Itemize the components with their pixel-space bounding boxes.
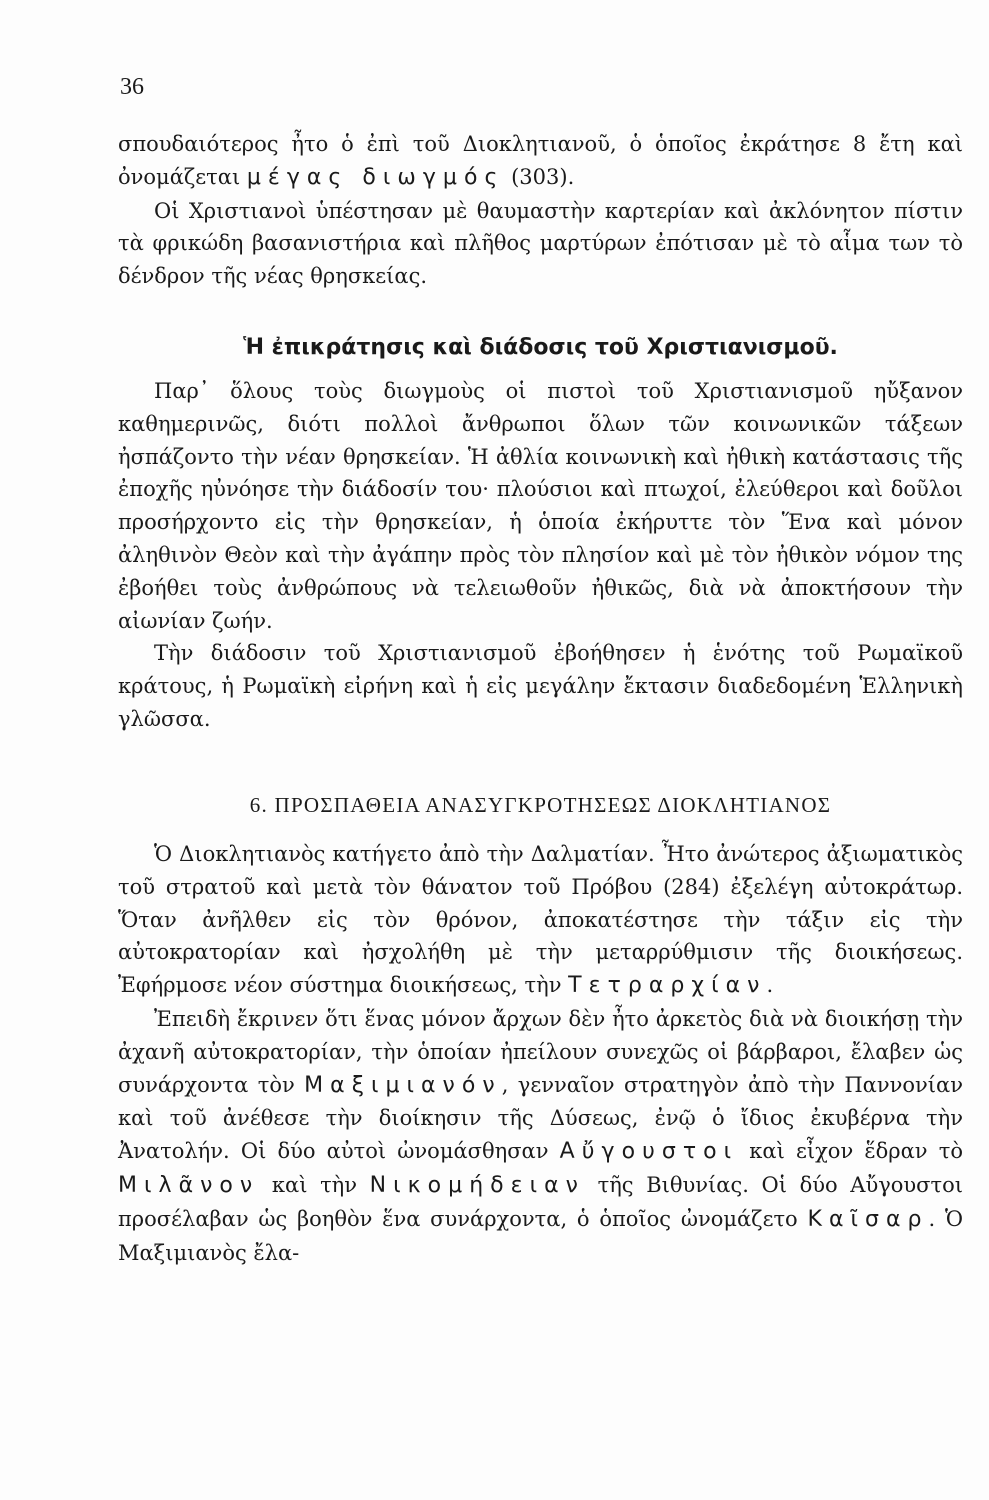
spaced-term: Καῖσαρ: [807, 1206, 929, 1232]
paragraph: [118, 128, 963, 195]
text-span: καὶ εἶχον ἕδραν τὸ: [738, 1139, 963, 1164]
text-span: καὶ τὴν: [259, 1172, 370, 1197]
section-persecutions: [118, 128, 963, 293]
spaced-term: Τετραρχίαν: [568, 973, 767, 999]
text-span: Ὁ Διοκλητιανὸς κατήγετο ἀπὸ τὴν Δαλματίαν. Ἦτο ἀνώτερος ἀξιωματικὸς τοῦ στρατοῦ καὶ μετὰ τὸν θάνατον τοῦ Πρόβου (284) ἐξελέγη αὐτοκράτωρ. Ὅταν ἀνῆλθεν εἰς τὸν θρόνον, ἀποκατέστησε τὴν τάξιν εἰς τὴν αὐτοκρατορίαν καὶ ἠσχολήθη μὲ τὴν μεταρρύθμισιν τῆς διοικήσεως. Ἐφήρμοσε νέον σύστημα διοικήσεως, τὴν: [118, 842, 963, 998]
section-heading: Ἡ ἐπικράτησις καὶ διάδοσις τοῦ Χριστιανισμοῦ.: [243, 335, 838, 360]
spaced-term: Μιλᾶνον: [118, 1172, 260, 1198]
paragraph: [118, 838, 963, 1003]
text-span: σπουδαιότερος ἦτο ὁ ἐπὶ τοῦ Διοκλητιανοῦ, ὁ ὁποῖος ἐκράτησε 8 ἔτη καὶ ὀνομάζεται: [118, 132, 963, 189]
paragraph: [118, 1003, 963, 1269]
spaced-term: Μαξιμιανόν: [304, 1072, 502, 1098]
paragraph: Παρ᾽ ὅλους τοὺς διωγμοὺς οἱ πιστοὶ τοῦ Χριστιανισμοῦ ηὔξανον καθημερινῶς, διότι πολλοὶ ἄνθρωποι ὅλων τῶν κοινωνικῶν τάξεων ἠσπάζοντο τὴν νέαν θρησκείαν. Ἡ ἀθλία κοινωνικὴ καὶ ἠθικὴ κατάστασις τῆς ἐποχῆς ηὐνόησε τὴν διάδοσίν του· πλούσιοι καὶ πτωχοί, ἐλεύθεροι καὶ δοῦλοι προσήρχοντο εἰς τὴν θρησκείαν, ἡ ὁποία ἐκήρυττε τὸν Ἕνα καὶ μόνον ἀληθινὸν Θεὸν καὶ τὴν ἀγάπην πρὸς τὸν πλησίον καὶ μὲ τὸν ἠθικὸν νόμον της ἐβοήθει τοὺς ἀνθρώπους νὰ τελειωθοῦν ἠθικῶς, διὰ νὰ ἀποκτήσουν τὴν αἰωνίαν ζωήν.: [118, 379, 963, 633]
page-number: 36: [120, 74, 144, 100]
chapter-heading: 6. ΠΡΟΣΠΑΘΕΙΑ ΑΝΑΣΥΓΚΡΟΤΗΣΕΩΣ ΔΙΟΚΛΗΤΙΑΝΟΣ: [249, 793, 832, 817]
text-span: (303).: [504, 164, 575, 189]
spaced-term: Νικομήδειαν: [369, 1172, 585, 1198]
text-span: , γενναῖον στρατηγὸν ἀπὸ τὴν Παννονίαν καὶ τοῦ ἀνέθεσε τὴν διοίκησιν τῆς Δύσεως, ἐνῷ ὁ ἴδιος ἐκυβέρνα τὴν Ἀνατολήν. Οἱ δύο αὐτοὶ ὠνομάσθησαν: [118, 1072, 963, 1164]
section-spread-of-christianity: [118, 375, 963, 736]
paragraph: Οἱ Χριστιανοὶ ὑπέστησαν μὲ θαυμαστὴν καρτερίαν καὶ ἀκλόνητον πίστιν τὰ φρικώδη βασανιστήρια καὶ πλῆθος μαρτύρων ἐπότισαν μὲ τὸ αἷμα των τὸ δένδρον τῆς νέας θρησκείας.: [118, 198, 963, 289]
text-span: τῆς Βιθυνίας. Οἱ δύο Αὔγουστοι προσέλαβαν ὡς βοηθὸν ἕνα συνάρχοντα, ὁ ὁποῖος ὠνομάζετο: [118, 1172, 963, 1231]
section-diocletian: [118, 838, 963, 1269]
text-span: . Ὁ Μαξιμιανὸς ἔλα-: [118, 1206, 964, 1265]
paragraph: Τὴν διάδοσιν τοῦ Χριστιανισμοῦ ἐβοήθησεν ἡ ἑνότης τοῦ Ρωμαϊκοῦ κράτους, ἡ Ρωμαϊκὴ εἰρήνη καὶ ἡ εἰς μεγάλην ἔκτασιν διαδεδομένη Ἑλληνικὴ γλῶσσα.: [118, 641, 963, 731]
text-span: Ἐπειδὴ ἔκρινεν ὅτι ἕνας μόνον ἄρχων δὲν ἦτο ἀρκετὸς διὰ νὰ διοικήσῃ τὴν ἀχανῆ αὐτοκρατορίαν, τὴν ὁποίαν ἠπείλουν συνεχῶς οἱ βάρβαροι, ἔλαβεν ὡς συνάρχοντα τὸν: [118, 1006, 963, 1097]
spaced-term: μέγας διωγμός: [246, 164, 505, 190]
spaced-term: Αὔγουστοι: [559, 1139, 739, 1165]
text-span: .: [766, 973, 774, 998]
